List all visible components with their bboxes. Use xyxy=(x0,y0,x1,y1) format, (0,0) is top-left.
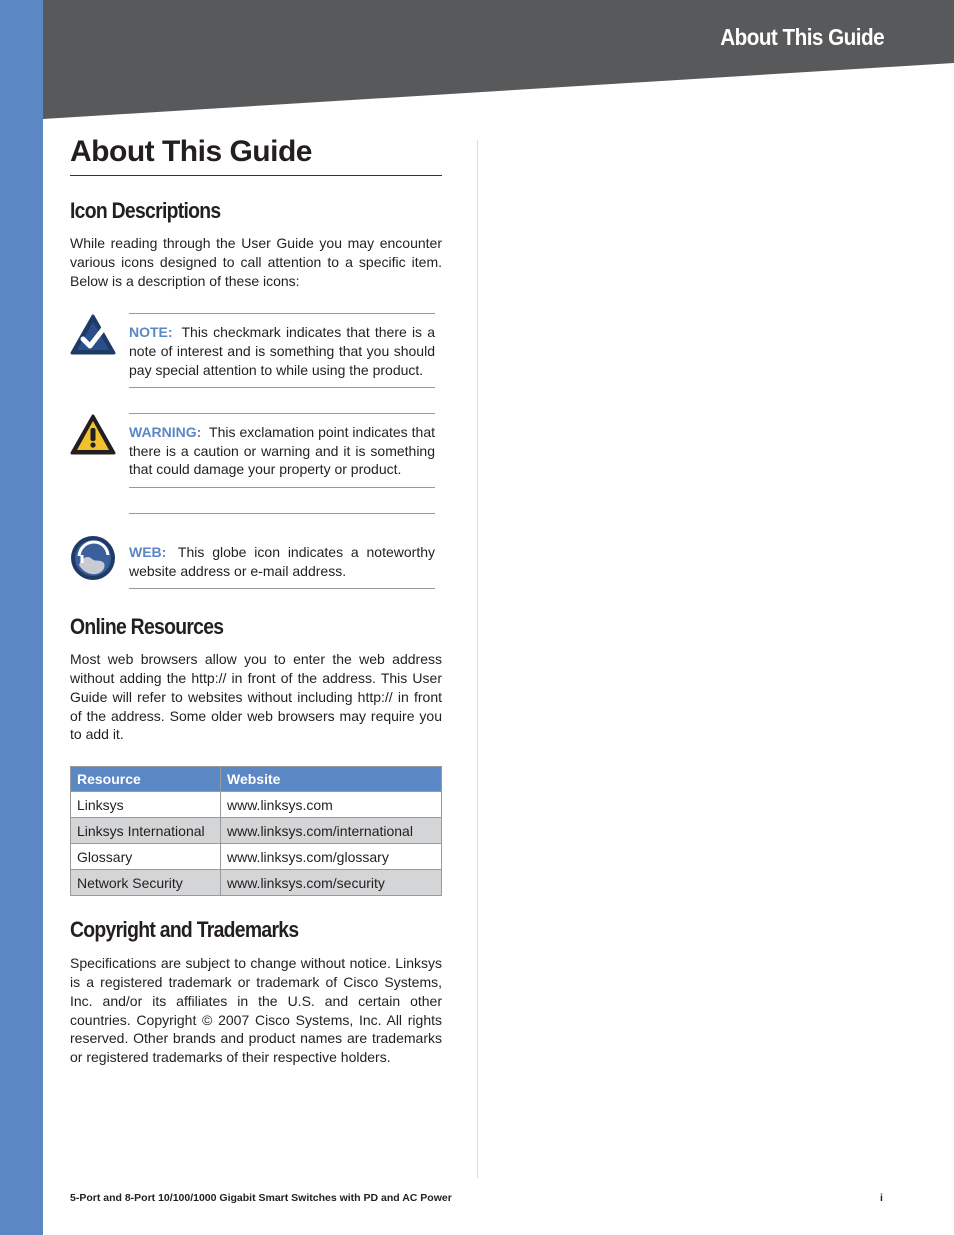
copyright-text: Specifications are subject to change without notice. Linksys is a registered trademark or trademark of Cisco Systems, Inc. and/or its affiliates in the U.S. and certain other countries. Copyright © 2007 Cisco Systems, Inc. All rights reserved. Other brands and product names are trademarks or registered trademarks of their respective holders. xyxy=(70,955,442,1066)
warning-label: WARNING: xyxy=(129,424,202,441)
warning-text xyxy=(129,423,435,479)
table-header-resource: Resource xyxy=(71,767,221,792)
table-cell-resource: Glossary xyxy=(71,844,221,870)
web-box xyxy=(129,513,435,589)
resources-table xyxy=(70,766,442,896)
side-accent-bar xyxy=(0,0,43,1235)
note-description: This checkmark indicates that there is a note of interest and is something that you should pay special attention to while using the product. xyxy=(129,324,436,378)
table-cell-resource: Linksys International xyxy=(71,818,221,844)
note-callout xyxy=(70,313,442,388)
note-box xyxy=(129,313,435,388)
icon-descriptions-intro: While reading through the User Guide you may encounter various icons designed to call attention to a specific item. Below is a description of these icons: xyxy=(70,235,442,289)
web-description: This globe icon indicates a noteworthy website address or e-mail address. xyxy=(129,543,436,579)
checkmark-icon xyxy=(70,313,116,359)
footer-product-name: 5-Port and 8-Port 10/100/1000 Gigabit Smart Switches with PD and AC Power xyxy=(70,1192,452,1204)
section-heading-online-resources: Online Resources xyxy=(70,614,224,640)
exclamation-icon xyxy=(70,413,116,459)
warning-description: This exclamation point indicates that there is a caution or warning and it is something that could damage your property or product. xyxy=(129,424,435,478)
table-row xyxy=(71,844,442,870)
table-cell-resource: Network Security xyxy=(71,870,221,896)
web-label: WEB: xyxy=(129,543,167,560)
warning-callout xyxy=(70,413,442,488)
table-cell-website[interactable]: www.linksys.com/international xyxy=(221,818,442,844)
table-header-website: Website xyxy=(221,767,442,792)
header-background xyxy=(43,0,954,120)
table-row xyxy=(71,792,442,818)
section-heading-copyright: Copyright and Trademarks xyxy=(70,917,299,943)
online-resources-text: Most web browsers allow you to enter the web address without adding the http:// in front of the address. This User Guide will refer to websites without including http:// in front of the address. Some older web browsers may require you to add it. xyxy=(70,651,442,743)
note-label: NOTE: xyxy=(129,324,173,341)
table-cell-resource: Linksys xyxy=(71,792,221,818)
main-column xyxy=(70,133,442,1067)
table-cell-website[interactable]: www.linksys.com xyxy=(221,792,442,818)
web-text xyxy=(129,543,435,580)
header-title: About This Guide xyxy=(720,24,884,50)
note-text xyxy=(129,323,435,379)
table-cell-website[interactable]: www.linksys.com/glossary xyxy=(221,844,442,870)
page-title: About This Guide xyxy=(70,133,442,176)
footer-page-number: i xyxy=(880,1192,883,1204)
web-callout xyxy=(70,513,442,589)
table-row xyxy=(71,818,442,844)
header-band xyxy=(43,0,954,120)
warning-box xyxy=(129,413,435,488)
column-divider xyxy=(477,140,478,1178)
table-row xyxy=(71,870,442,896)
globe-icon xyxy=(70,535,116,581)
table-header-row xyxy=(71,767,442,792)
table-cell-website[interactable]: www.linksys.com/security xyxy=(221,870,442,896)
section-heading-icon-descriptions: Icon Descriptions xyxy=(70,198,221,223)
